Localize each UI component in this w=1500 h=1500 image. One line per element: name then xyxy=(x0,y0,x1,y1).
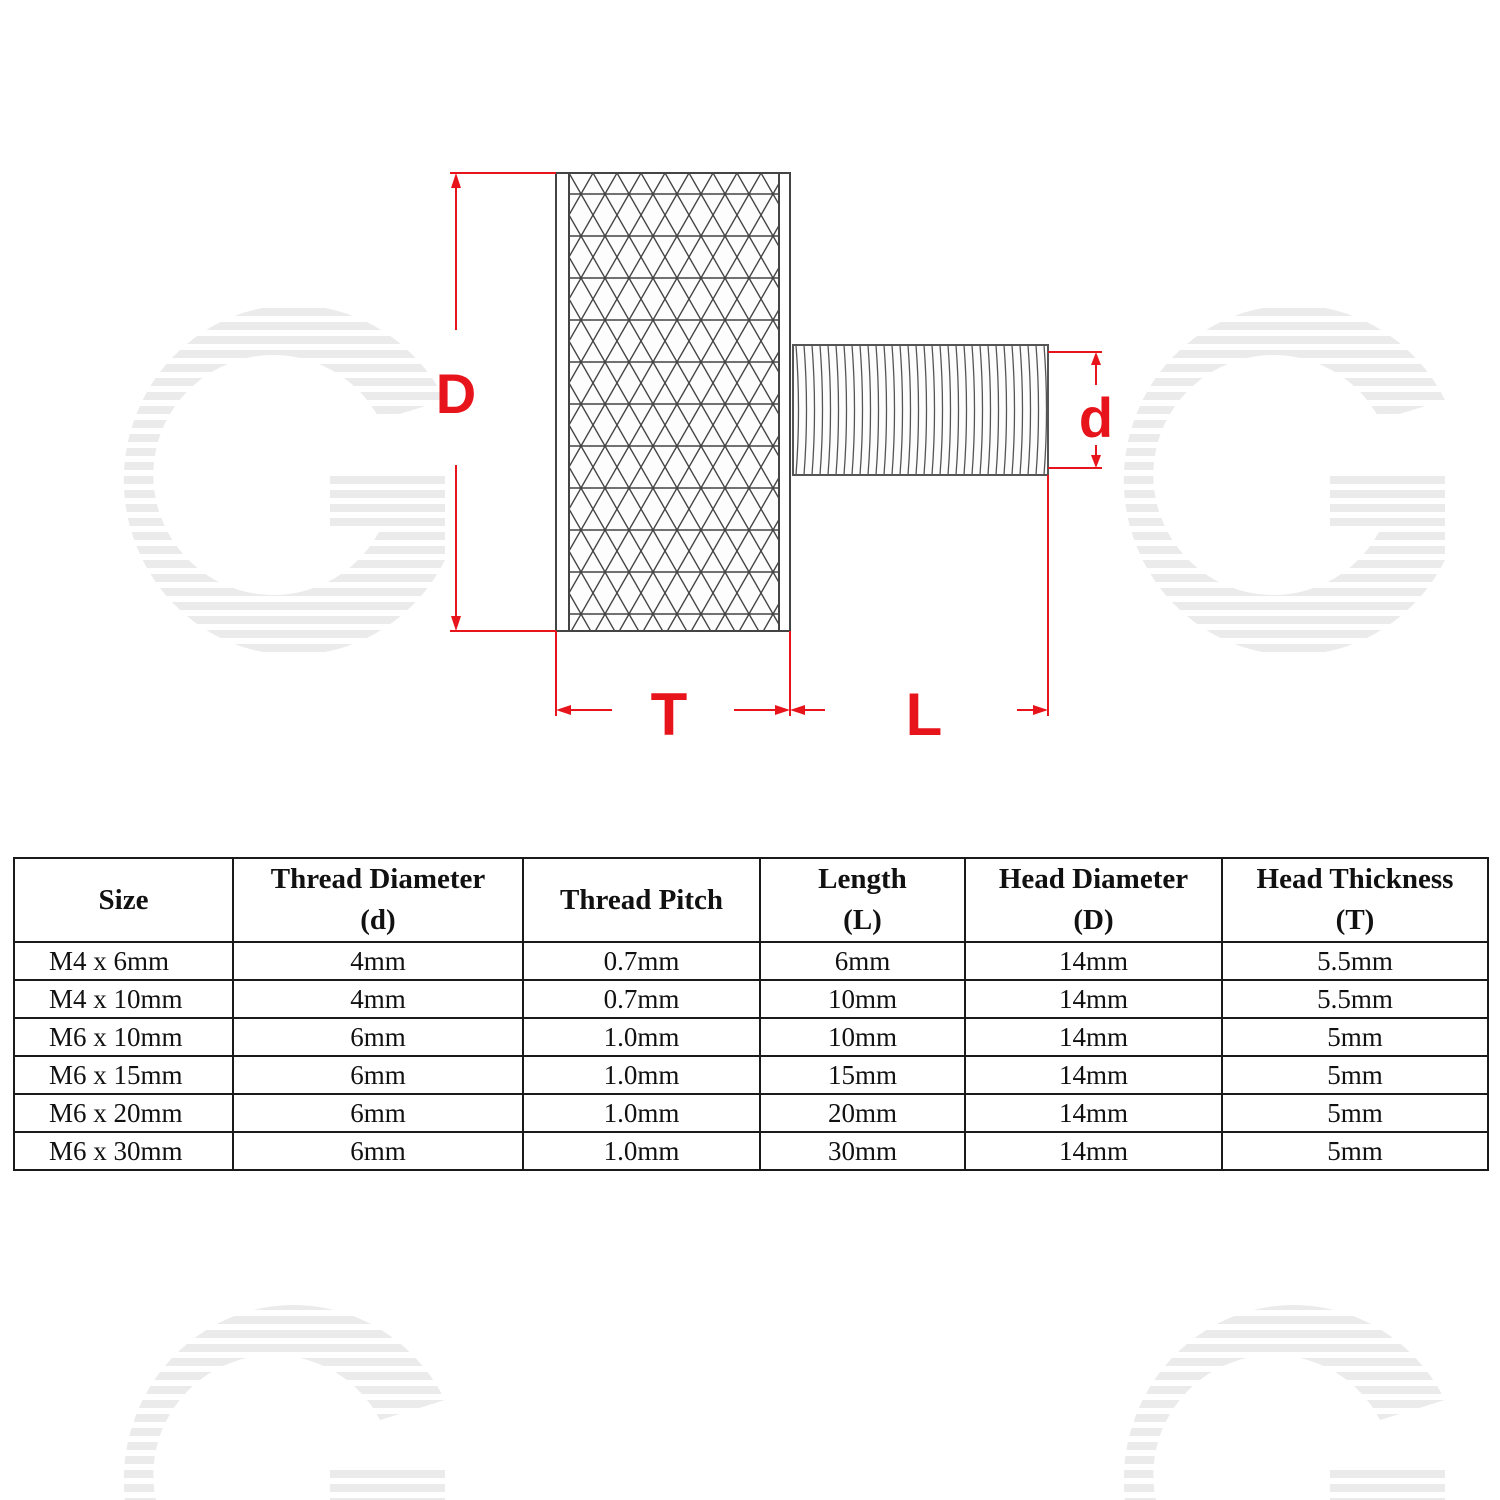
cell-thread-diameter: 4mm xyxy=(233,942,523,980)
label-head-diameter: D xyxy=(435,362,477,425)
cell-size: M4 x 10mm xyxy=(14,980,233,1018)
cell-thread-pitch: 1.0mm xyxy=(523,1056,760,1094)
table-row xyxy=(14,942,1488,980)
cell-head-thickness: 5mm xyxy=(1222,1018,1488,1056)
cell-thread-diameter: 4mm xyxy=(233,980,523,1018)
cell-head-thickness: 5mm xyxy=(1222,1132,1488,1170)
cell-head-diameter: 14mm xyxy=(965,1094,1222,1132)
header-head-thickness: Head Thickness (T) xyxy=(1222,858,1488,942)
table-row xyxy=(14,1018,1488,1056)
cell-thread-pitch: 0.7mm xyxy=(523,980,760,1018)
cell-size: M6 x 30mm xyxy=(14,1132,233,1170)
cell-head-diameter: 14mm xyxy=(965,1018,1222,1056)
cell-size: M6 x 20mm xyxy=(14,1094,233,1132)
cell-thread-pitch: 1.0mm xyxy=(523,1094,760,1132)
header-thread-pitch: Thread Pitch xyxy=(523,858,760,942)
cell-size: M6 x 15mm xyxy=(14,1056,233,1094)
cell-thread-diameter: 6mm xyxy=(233,1018,523,1056)
table-header-row xyxy=(14,858,1488,942)
label-length: L xyxy=(905,681,943,748)
cell-size: M4 x 6mm xyxy=(14,942,233,980)
cell-thread-pitch: 1.0mm xyxy=(523,1132,760,1170)
cell-head-diameter: 14mm xyxy=(965,1132,1222,1170)
label-head-thickness: T xyxy=(650,681,688,748)
cell-head-diameter: 14mm xyxy=(965,1056,1222,1094)
cell-thread-diameter: 6mm xyxy=(233,1056,523,1094)
screw-thread xyxy=(793,345,1048,475)
cell-head-thickness: 5mm xyxy=(1222,1056,1488,1094)
cell-length: 6mm xyxy=(760,942,965,980)
header-head-diameter: Head Diameter (D) xyxy=(965,858,1222,942)
cell-length: 30mm xyxy=(760,1132,965,1170)
header-thread-diameter: Thread Diameter (d) xyxy=(233,858,523,942)
spec-table xyxy=(13,857,1489,1171)
cell-length: 20mm xyxy=(760,1094,965,1132)
table-row xyxy=(14,1056,1488,1094)
cell-thread-diameter: 6mm xyxy=(233,1132,523,1170)
length-dimension xyxy=(790,475,1048,716)
cell-thread-diameter: 6mm xyxy=(233,1094,523,1132)
cell-length: 15mm xyxy=(760,1056,965,1094)
cell-size: M6 x 10mm xyxy=(14,1018,233,1056)
cell-head-thickness: 5.5mm xyxy=(1222,980,1488,1018)
cell-head-thickness: 5.5mm xyxy=(1222,942,1488,980)
header-length: Length (L) xyxy=(760,858,965,942)
cell-thread-pitch: 0.7mm xyxy=(523,942,760,980)
header-size: Size xyxy=(14,858,233,942)
table-row xyxy=(14,1094,1488,1132)
label-thread-diameter: d xyxy=(1078,386,1114,449)
table-row xyxy=(14,1132,1488,1170)
cell-head-diameter: 14mm xyxy=(965,942,1222,980)
cell-head-diameter: 14mm xyxy=(965,980,1222,1018)
cell-thread-pitch: 1.0mm xyxy=(523,1018,760,1056)
cell-head-thickness: 5mm xyxy=(1222,1094,1488,1132)
table-row xyxy=(14,980,1488,1018)
cell-length: 10mm xyxy=(760,980,965,1018)
screw-head xyxy=(556,173,790,631)
cell-length: 10mm xyxy=(760,1018,965,1056)
